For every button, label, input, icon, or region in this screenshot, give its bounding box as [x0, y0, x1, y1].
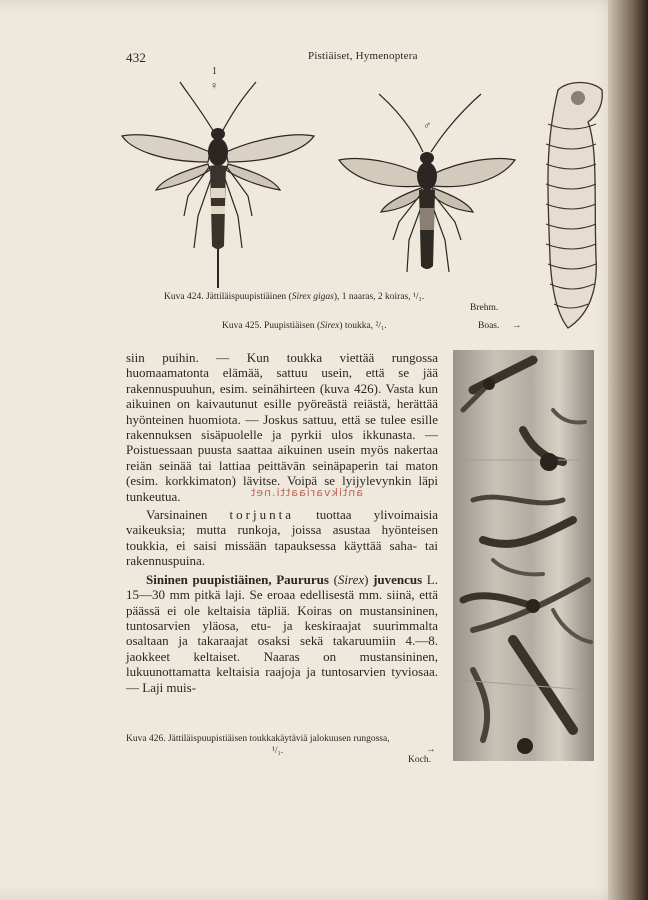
- wood-gallery-photo: [453, 350, 594, 761]
- wood-gallery-illustration: [453, 350, 594, 761]
- figure-425-credit: Boas.: [478, 321, 500, 331]
- sirex-gigas-female-illustration: [118, 76, 318, 292]
- watermark: antikvariaatti.net: [250, 486, 363, 499]
- paragraph: [126, 507, 438, 569]
- paragraph: siin puihin. — Kun toukka viettää rungossa huomaamatonta elämää, sattuu usein, että se jää rakennuspuuhun, esim. seinähirteen (kuva 426). Vasta kun aikuinen on kaivautunut esille pyöreästä reiästä, herättää hyönteinen huomiota. — Joskus sattuu, että se tulee esille rakennuksen sisäpuolelle ja pyrkii ulos ikkunasta. — Poistuessaan puusta saattaa aikuinen usein myös nakertaa reiän seinää tai lattiaa peittävän seinäpaperin tai maton (esim. korkkimaton) lävitse. Voipä se lyijylevynkin läpi tunkeutua.: [126, 350, 438, 504]
- figure-424-caption: [164, 291, 424, 303]
- caption-text: ) toukka, ²/₁.: [339, 321, 387, 331]
- caption-text: Kuva 424. Jättiläispuupistiäinen (: [164, 292, 292, 302]
- species-genus: Sirex: [337, 571, 365, 587]
- male-symbol: ♂: [423, 120, 432, 132]
- arrow-icon: →: [426, 745, 436, 755]
- body-text: [126, 350, 438, 695]
- sirex-gigas-male-illustration: [335, 90, 520, 275]
- species-heading: Sininen puupistiäinen, Paururus: [146, 571, 329, 587]
- figure-426-caption: Kuva 426. Jättiläispuupistiäisen toukkakäytäviä jalokuusen rungossa,: [126, 734, 390, 744]
- sirex-larva-illustration: [538, 78, 608, 336]
- figure-426-scale: ¹/₁.: [272, 746, 284, 756]
- emphasis-text: torjunta: [229, 507, 294, 523]
- caption-species: Sirex: [320, 321, 340, 331]
- caption-text: Kuva 425. Puupistiäisen (: [222, 321, 321, 331]
- paragraph: Sininen puupistiäinen, Paururus (Sirex) juvencus L. 15—30 mm pitkä laji. Se eroaa edellisestä mm. siinä, että päässä ei ole keltaisia täpliä. Koiras on mustansininen, tuntosarvien yläosa, etu- ja keskiraajat suurimmalta osaltaan ja takaraajat osaksi sekä takaruumiin 4.—8. jaokkeet keltaiset. Naaras on mustansininen, lukuunottamatta keltaisia raajoja ja tuntosarvien tyviosaa. — Laji muis-: [126, 571, 438, 695]
- figure-label-1: 1: [212, 66, 217, 77]
- paragraph-text: tuottaa ylivoimaisia vaikeuksia; mutta runkoja, joissa asustaa hyönteisen toukkia, ei saisi missään tapauksessa käyttää saha- tai rakennuspuina.: [126, 507, 438, 569]
- page-gutter-edge: [608, 0, 648, 900]
- figure-424-credit: Brehm.: [470, 303, 499, 313]
- paragraph-text: Varsinainen: [146, 507, 230, 523]
- paragraph-text: L. 15—30 mm pitkä laji. Se eroaa edellisestä mm. siinä, että päässä ei ole keltaisia täpliä. Koiras on mustansininen, tuntosarvien yläosa, etu- ja keskiraajat suurimmalta osaltaan ja takaraajat osaksi sekä takaruumiin 4.—8. jaokkeet keltaiset. Naaras on mustansininen, lukuunottamatta keltaisia raajoja ja tuntosarvien tyviosaa. — Laji muis-: [126, 571, 438, 695]
- caption-species: Sirex gigas: [291, 292, 334, 302]
- species-heading: juvencus: [373, 571, 423, 587]
- arrow-icon: →: [512, 321, 522, 331]
- figure-426-credit: Koch.: [408, 755, 431, 765]
- figure-425-caption: [222, 320, 387, 332]
- page-number: 432: [126, 50, 147, 65]
- caption-text: ), 1 naaras, 2 koiras, ¹/₁.: [333, 292, 425, 302]
- running-head: Pistiäiset, Hymenoptera: [308, 50, 418, 62]
- female-symbol: ♀: [210, 80, 219, 92]
